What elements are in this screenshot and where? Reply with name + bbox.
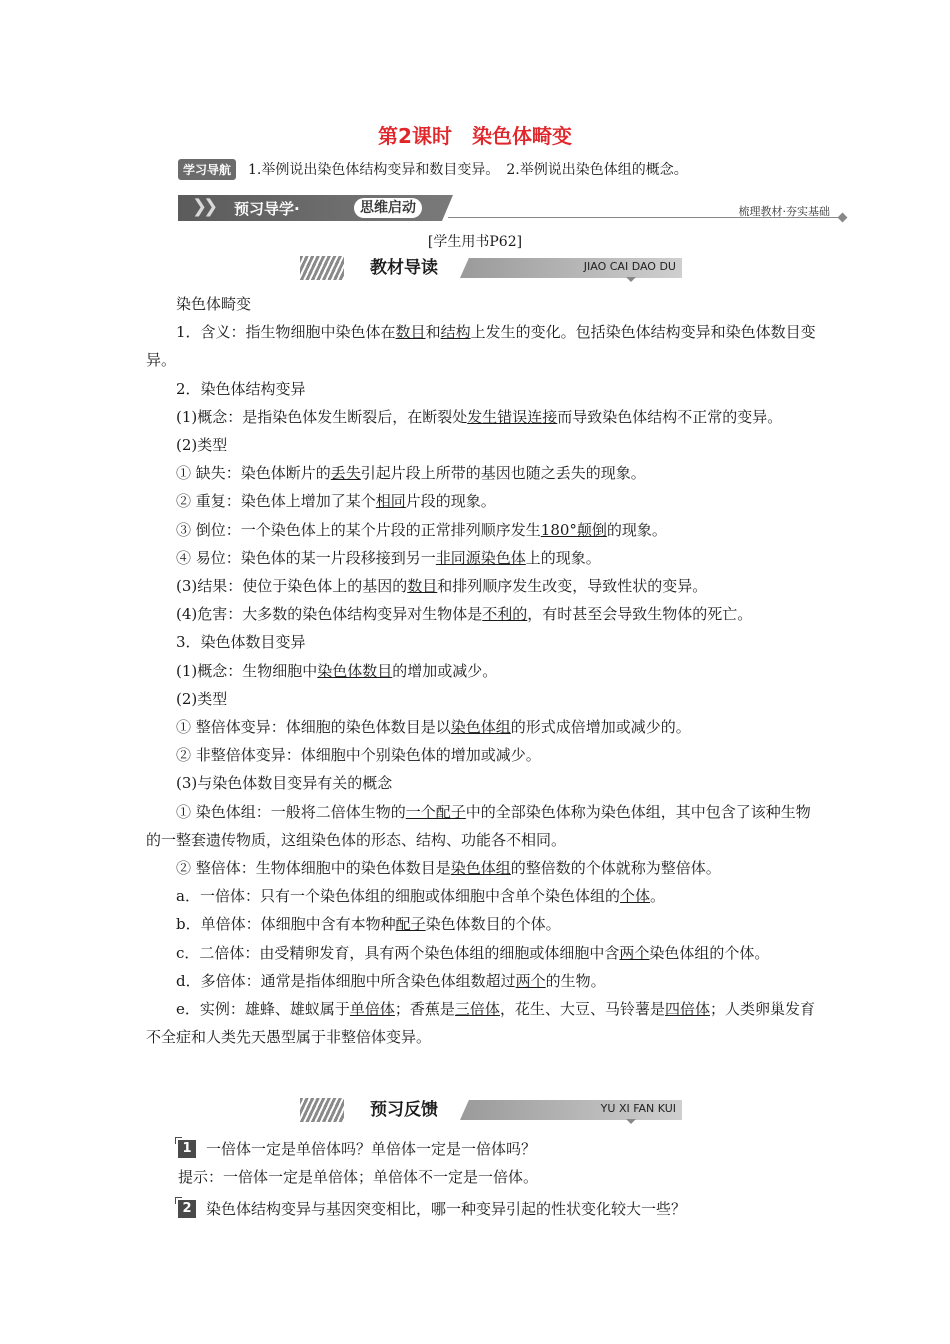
paragraph: ① 染色体组：一般将二倍体生物的一个配子中的全部染色体称为染色体组，其中包含了该种生物的一整套遗传物质，这组染色体的形态、结构、功能各不相同。	[146, 802, 811, 849]
double-chevron-icon: ❯❯	[192, 196, 215, 217]
triangle-down-icon	[626, 277, 636, 282]
answer-hint: 提示：一倍体一定是单倍体；单倍体不一定是一倍体。	[178, 1168, 539, 1186]
paragraph: (3)结果：使位于染色体上的基因的数目和排列顺序发生改变，导致性状的变异。	[176, 577, 708, 596]
content-heading: 染色体畸变	[176, 295, 252, 313]
question-number-badge: 1	[178, 1140, 196, 1158]
triangle-down-icon	[626, 1119, 636, 1124]
study-guide-text: 1.举例说出染色体结构变异和数目变异。 2.举例说出染色体组的概念。	[248, 162, 688, 178]
diamond-icon	[838, 213, 848, 223]
study-guide-badge: 学习导航	[178, 159, 236, 180]
section-title: 预习反馈	[344, 1098, 464, 1122]
paragraph: d．多倍体：通常是指体细胞中所含染色体组数超过两个的生物。	[176, 971, 606, 990]
paragraph: a．一倍体：只有一个染色体组的细胞或体细胞中含单个染色体组的个体。	[176, 887, 665, 906]
section-title: 教材导读	[344, 256, 464, 280]
study-guide	[178, 158, 688, 180]
section-header-feedback	[300, 1098, 682, 1122]
textbook-content	[146, 290, 816, 1051]
question-text: 染色体结构变异与基因突变相比，哪一种变异引起的性状变化较大一些？	[206, 1200, 687, 1218]
paragraph: (4)危害：大多数的染色体结构变异对生物体是不利的，有时甚至会导致生物体的死亡。	[176, 605, 753, 624]
paragraph: e．实例：雄蜂、雄蚁属于单倍体；香蕉是三倍体，花生、大豆、马铃薯是四倍体；人类卵巢发育不全症和人类先天愚型属于非整倍体变异。	[146, 1000, 815, 1047]
paragraph: (3)与染色体数目变异有关的概念	[176, 774, 393, 793]
paragraph: c．二倍体：由受精卵发育，具有两个染色体组的细胞或体细胞中含两个染色体组的个体。	[176, 943, 770, 962]
preview-banner	[178, 195, 846, 221]
paragraph: ② 非整倍体变异：体细胞中个别染色体的增加或减少。	[176, 746, 541, 765]
paragraph: ④ 易位：染色体的某一片段移接到另一非同源染色体上的现象。	[176, 548, 601, 567]
question-item	[178, 1138, 536, 1159]
question-text: 一倍体一定是单倍体吗？单倍体一定是一倍体吗？	[206, 1140, 537, 1158]
paragraph: ② 整倍体：生物体细胞中的染色体数目是染色体组的整倍数的个体就称为整倍体。	[176, 859, 721, 878]
question-number-badge: 2	[178, 1200, 196, 1218]
paragraph: ① 整倍体变异：体细胞的染色体数目是以染色体组的形式成倍增加或减少的。	[176, 718, 691, 737]
page-title: 第2课时 染色体畸变	[378, 124, 572, 148]
paragraph: ① 缺失：染色体断片的丢失引起片段上所带的基因也随之丢失的现象。	[176, 464, 646, 483]
section-header-textbook	[300, 256, 682, 280]
question-item	[178, 1198, 686, 1219]
paragraph: 1．含义：指生物细胞中染色体在数目和结构上发生的变化。包括染色体结构变异和染色体数目变异。	[146, 323, 816, 370]
paragraph: (1)概念：生物细胞中染色体数目的增加或减少。	[176, 661, 498, 680]
banner-label: 预习导学·	[234, 200, 300, 218]
paragraph: 2．染色体结构变异	[176, 379, 306, 398]
banner-label-box: 思维启动	[354, 198, 422, 218]
book-reference: [学生用书P62]	[427, 234, 523, 250]
banner-subtitle: 梳理教材·夯实基础	[738, 205, 830, 218]
paragraph: 3．染色体数目变异	[176, 633, 306, 652]
paragraph: ③ 倒位：一个染色体上的某个片段的正常排列顺序发生180°颠倒的现象。	[176, 520, 667, 539]
paragraph: (1)概念：是指染色体发生断裂后，在断裂处发生错误连接而导致染色体结构不正常的变异。	[176, 407, 783, 426]
paragraph: (2)类型	[176, 436, 228, 455]
paragraph: b．单倍体：体细胞中含有本物种配子染色体数目的个体。	[176, 915, 561, 934]
section-pinyin: YU XI FAN KUI	[600, 1102, 676, 1115]
section-pinyin: JIAO CAI DAO DU	[583, 260, 676, 273]
paragraph: ② 重复：染色体上增加了某个相同片段的现象。	[176, 492, 496, 511]
paragraph: (2)类型	[176, 689, 228, 708]
